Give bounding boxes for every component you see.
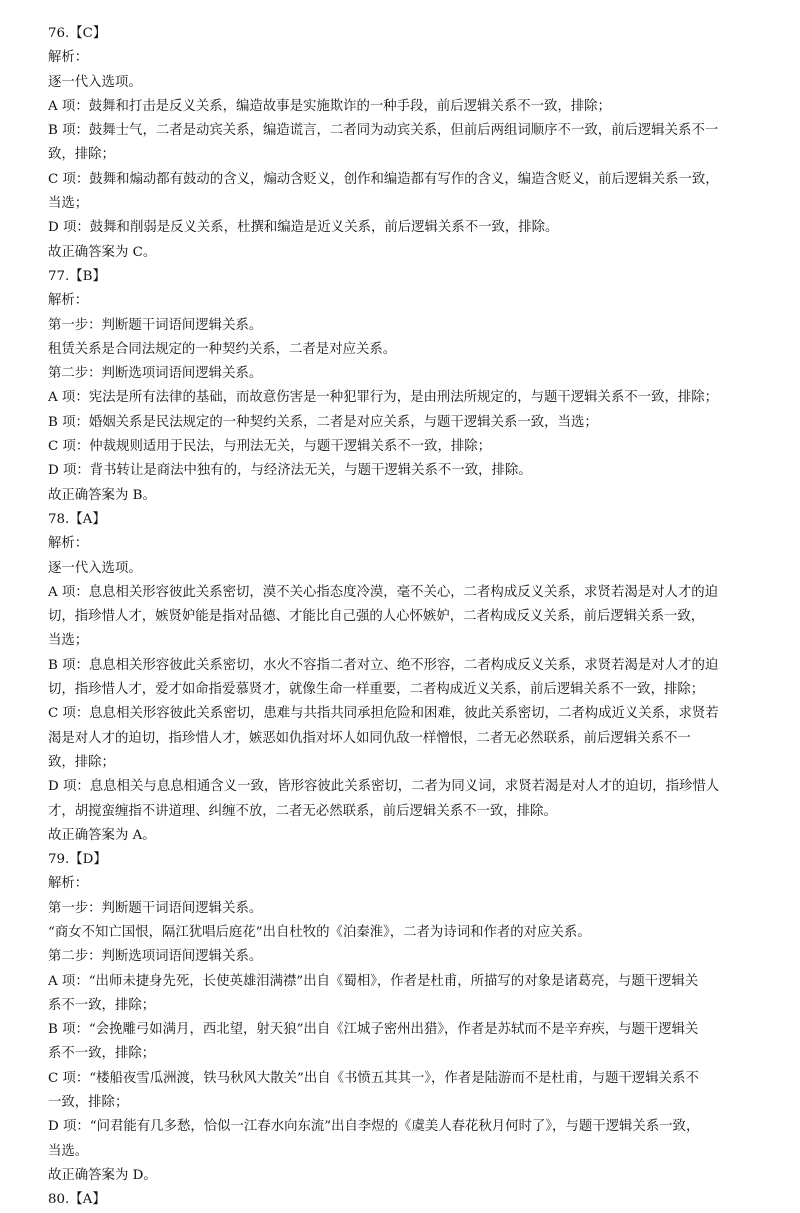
text-line: D 项：“问君能有几多愁，恰似一江春水向东流”出自李煜的《虞美人春花秋月何时了》，与题干逻辑关系一致，	[48, 1119, 700, 1135]
text-line: 第一步：判断题干词语间逻辑关系。	[48, 900, 263, 916]
text-line: 逐一代入选项。	[48, 74, 142, 90]
text-line: 当选；	[48, 633, 89, 649]
text-line: 系不一致，排除；	[48, 997, 156, 1013]
text-line: 故正确答案为 B。	[48, 487, 156, 503]
text-line: 解析：	[48, 876, 89, 892]
text-line: 切，指珍惜人才，爱才如命指爱慕贤才，就像生命一样重要，二者构成近义关系，前后逻辑关系不一致，排除；	[48, 682, 705, 698]
text-line: C 项：“楼船夜雪瓜洲渡，铁马秋风大散关”出自《书愤五其其一》，作者是陆游而不是杜甫，与题干逻辑关系不	[48, 1070, 699, 1086]
question-number: 78.【A】	[48, 511, 106, 527]
text-line: 当选。	[48, 1143, 89, 1159]
text-line: A 项：宪法是所有法律的基础，而故意伤害是一种犯罪行为，是由刑法所规定的，与题干逻辑关系不一致，排除；	[48, 390, 719, 406]
text-line: 切，指珍惜人才，嫉贤妒能是指对品德、才能比自己强的人心怀嫉妒，二者构成反义关系，前后逻辑关系一致，	[48, 609, 705, 625]
text-line: D 项：鼓舞和削弱是反义关系，杜撰和编造是近义关系，前后逻辑关系不一致，排除。	[48, 220, 559, 236]
text-line: A 项：鼓舞和打击是反义关系，编造故事是实施欺诈的一种手段，前后逻辑关系不一致，排除；	[48, 98, 611, 114]
text-line: 才，胡搅蛮缠指不讲道理、纠缠不放，二者无必然联系，前后逻辑关系不一致，排除。	[48, 803, 557, 819]
text-line: 故正确答案为 C。	[48, 244, 157, 260]
text-line: B 项：息息相关形容彼此关系密切，水火不容指二者对立、绝不形容，二者构成反义关系，求贤若渴是对人才的迫	[48, 657, 719, 673]
text-line: 故正确答案为 A。	[48, 827, 156, 843]
text-line: B 项：“会挽雕弓如满月，西北望，射天狼”出自《江城子密州出猎》，作者是苏轼而不是辛弃疾，与题干逻辑关	[48, 1022, 699, 1038]
text-line: C 项：息息相关形容彼此关系密切，患难与共指共同承担危险和困难，彼此关系密切，二者构成近义关系，求贤若	[48, 706, 719, 722]
text-line: 致，排除；	[48, 754, 115, 770]
text-line: 当选；	[48, 196, 89, 212]
answer-explanation-document	[48, 22, 760, 1213]
question-number: 80.【A】	[48, 1192, 106, 1208]
text-line: 第一步：判断题干词语间逻辑关系。	[48, 317, 263, 333]
text-line: B 项：鼓舞士气，二者是动宾关系，编造谎言，二者同为动宾关系，但前后两组词顺序不一致，前后逻辑关系不一	[48, 123, 719, 139]
text-line: A 项：息息相关形容彼此关系密切，漠不关心指态度冷漠，毫不关心，二者构成反义关系，求贤若渴是对人才的迫	[48, 584, 719, 600]
text-line: B 项：婚姻关系是民法规定的一种契约关系，二者是对应关系，与题干逻辑关系一致，当选；	[48, 414, 598, 430]
text-line: C 项：鼓舞和煽动都有鼓动的含义，煽动含贬义，创作和编造都有写作的含义，编造含贬义，前后逻辑关系一致，	[48, 171, 719, 187]
question-number: 79.【D】	[48, 852, 107, 868]
text-line: 系不一致，排除；	[48, 1046, 156, 1062]
text-line: C 项：仲裁规则适用于民法，与刑法无关，与题干逻辑关系不一致，排除；	[48, 439, 491, 455]
text-line: 解析：	[48, 50, 89, 66]
text-line: D 项：背书转让是商法中独有的，与经济法无关，与题干逻辑关系不一致，排除。	[48, 463, 532, 479]
question-number: 76.【C】	[48, 26, 107, 41]
text-line: 致，排除；	[48, 147, 115, 163]
text-line: 解析：	[48, 293, 89, 309]
text-line: A 项：“出师未捷身先死，长使英雄泪满襟”出自《蜀相》，作者是杜甫，所描写的对象是诸葛亮，与题干逻辑关	[48, 973, 699, 989]
text-line: 租赁关系是合同法规定的一种契约关系，二者是对应关系。	[48, 341, 397, 357]
text-line: 第二步：判断选项词语间逻辑关系。	[48, 949, 263, 965]
text-line: 逐一代入选项。	[48, 560, 142, 576]
question-number: 77.【B】	[48, 268, 106, 284]
text-line: 渴是对人才的迫切，指珍惜人才，嫉恶如仇指对坏人如同仇敌一样憎恨，二者无必然联系，前后逻辑关系不一	[48, 730, 691, 746]
text-line: 故正确答案为 D。	[48, 1167, 157, 1183]
text-line: “商女不知亡国恨，隔江犹唱后庭花”出自杜牧的《泊秦淮》，二者为诗词和作者的对应关系。	[48, 924, 591, 940]
text-line: 解析：	[48, 536, 89, 552]
text-line: D 项：息息相关与息息相通含义一致，皆形容彼此关系密切，二者为同义词，求贤若渴是对人才的迫切，指珍惜人	[48, 779, 720, 795]
text-line: 一致，排除；	[48, 1095, 129, 1111]
text-line: 第二步：判断选项词语间逻辑关系。	[48, 366, 263, 382]
